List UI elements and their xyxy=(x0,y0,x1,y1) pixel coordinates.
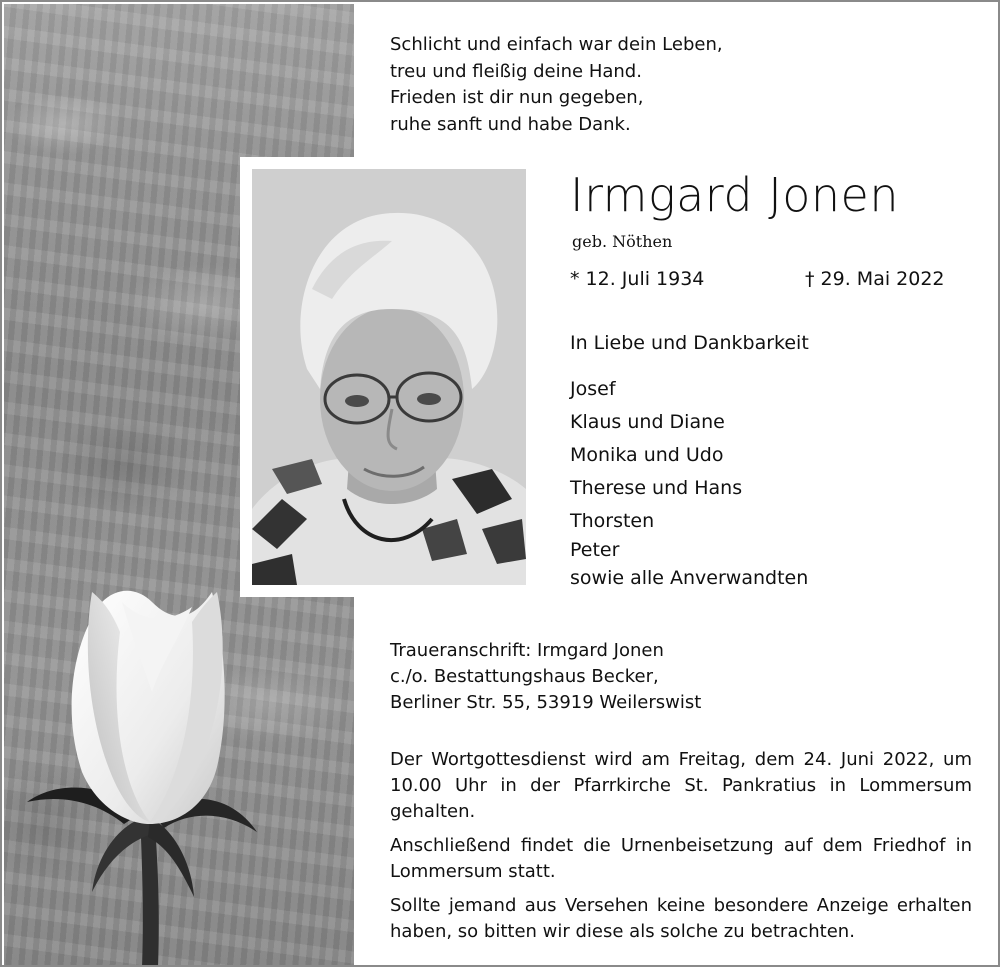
birth-date: * 12. Juli 1934 xyxy=(570,268,705,290)
poem-line: Frieden ist dir nun gegeben, xyxy=(390,87,644,108)
address-line: Traueranschrift: Irmgard Jonen xyxy=(390,640,664,661)
mourner: Thorsten xyxy=(570,510,655,532)
mourners-list xyxy=(570,374,808,595)
service-paragraph: Anschließend findet die Urnenbeisetzung auf dem Friedhof in Lommersum statt. xyxy=(390,835,972,882)
address-line: c./o. Bestattungshaus Becker, xyxy=(390,666,659,687)
mourner: Peter xyxy=(570,539,620,561)
dedication: In Liebe und Dankbarkeit xyxy=(570,332,809,354)
birth-name: geb. Nöthen xyxy=(572,232,673,251)
poem xyxy=(390,32,723,138)
portrait-photo xyxy=(252,169,526,585)
mourner: Klaus und Diane xyxy=(570,411,725,433)
service-information xyxy=(390,747,972,953)
poem-line: treu und fleißig deine Hand. xyxy=(390,60,642,82)
white-rose-image xyxy=(2,562,302,967)
stone-highlight xyxy=(4,4,354,164)
mourner: Josef xyxy=(570,378,616,400)
mourning-address xyxy=(390,638,701,716)
portrait-illustration xyxy=(252,169,526,585)
mourner: Monika und Udo xyxy=(570,444,724,466)
poem-line: ruhe sanft und habe Dank. xyxy=(390,113,631,135)
death-date: † 29. Mai 2022 xyxy=(805,268,945,290)
deceased-name: Irmgard Jonen xyxy=(570,168,900,222)
service-paragraph: Sollte jemand aus Versehen keine besondere Anzeige erhalten haben, so bitten wir diese als solche zu betrachten. xyxy=(390,895,972,942)
poem-line: Schlicht und einfach war dein Leben, xyxy=(390,34,723,55)
address-line: Berliner Str. 55, 53919 Weilerswist xyxy=(390,692,702,713)
service-paragraph: Der Wortgottesdienst wird am Freitag, dem 24. Juni 2022, um 10.00 Uhr in der Pfarrkirche St. Pankratius in Lommersum gehalten. xyxy=(390,749,972,822)
mourner: sowie alle Anverwandten xyxy=(570,567,809,589)
photo-frame xyxy=(240,157,538,597)
mourner: Therese und Hans xyxy=(570,477,743,499)
